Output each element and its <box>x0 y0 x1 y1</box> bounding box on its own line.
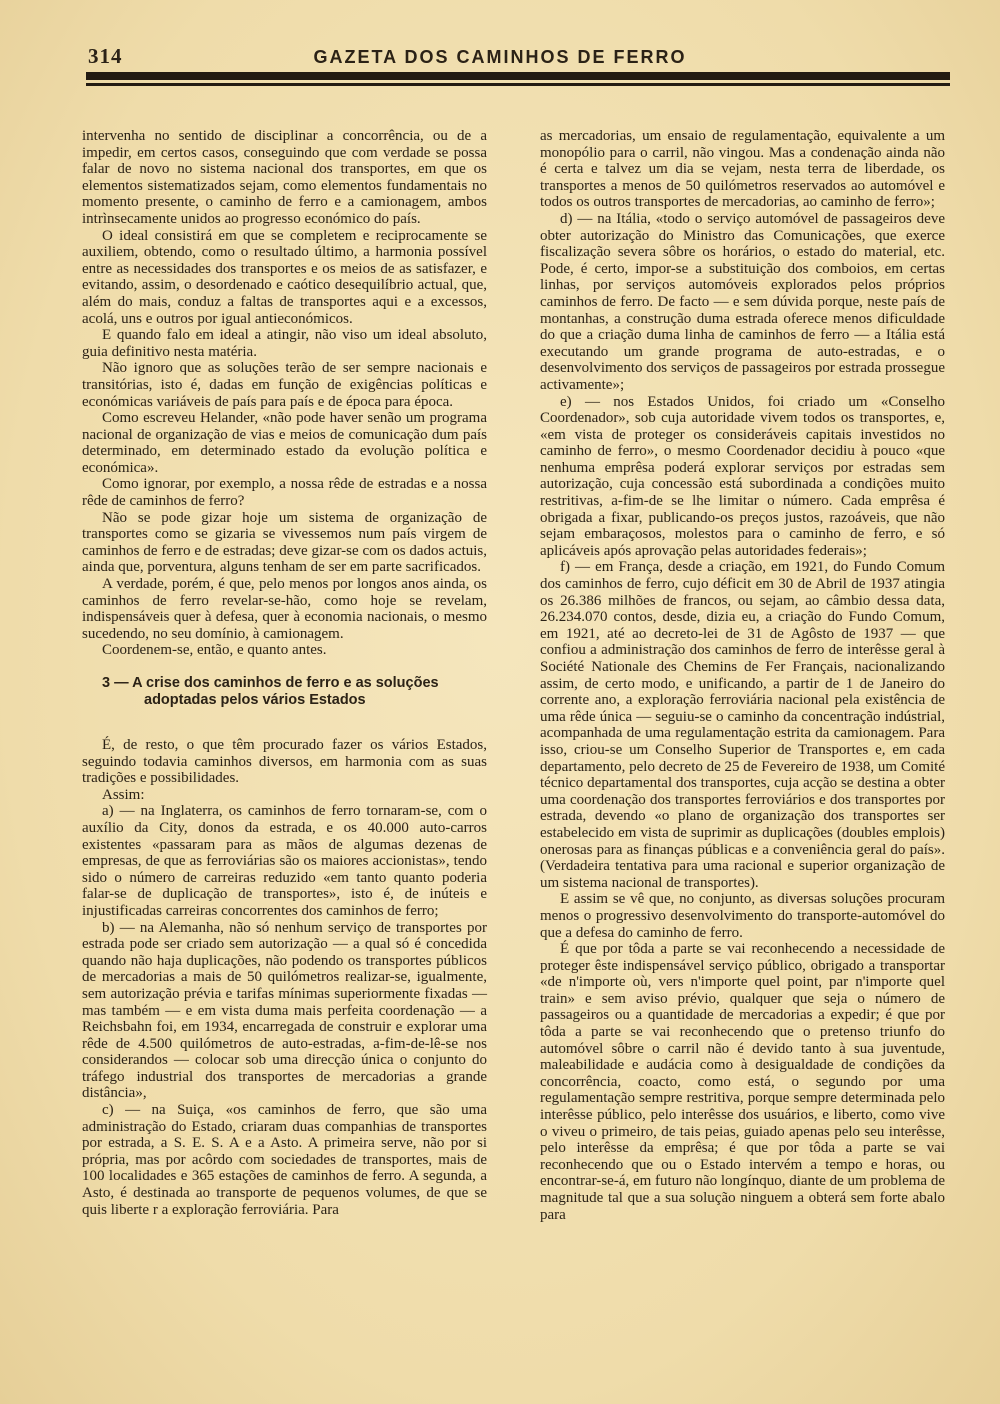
paragraph: O ideal consistirá em que se completem e reciprocamente se auxiliem, obtendo, como o resultado último, a harmonia possível entre as necessidades dos transportes e os meios de as satisfazer, e evitando, assim, o desordenado e caótico desequilíbrio actual, que, além do mais, conduz a faltas de transportes aqui e a excessos, acolá, uns e outros por igual antieconómicos. <box>82 227 487 327</box>
right-column <box>540 128 945 1223</box>
header-rule-thin <box>86 83 950 86</box>
paragraph: Não se pode gizar hoje um sistema de organização de transportes como se gizaria se vivessemos num país virgem de caminhos de ferro e de estradas; deve gizar-se com os dados actuis, ainda que, porventura, alguns tenham de ser em parte sacrificados. <box>82 509 487 576</box>
paragraph: Não ignoro que as soluções terão de ser sempre nacionais e transitórias, isto é, dadas em função de exigências políticas e económicas variáveis de país para país e de época para época. <box>82 360 487 410</box>
paragraph: E assim se vê que, no conjunto, as diversas soluções procuram menos o progressivo desenvolvimento do transporte-automóvel do que a defesa do caminho de ferro. <box>540 891 945 941</box>
paragraph: É que por tôda a parte se vai reconhecendo a necessidade de proteger êste indispensável serviço público, obrigado a transportar «de n'importe où, vers n'importe quel point, par n'importe quel train» e sem aviso prévio, qualquer que seja o número de passageiros ou a quantidade de mercadorias a expedir; é que por tôda a parte se vai reconhecendo que o pretenso triunfo do automóvel sôbre o carril não é devido tanto à sua juventude, maleabilidade e audácia como à desigualdade de condições da concorrência, coacto, como está, o segundo por uma regulamentação sempre restritiva, porque sempre determinada pelo interêsse público, pelo interêsse dos usuários, e liberto, como vive o viveu o primeiro, de tais peias, guiado apenas pelo seu interêsse, pelo interêsse da emprêsa; é que por tôda a parte se vai reconhecendo que ou o Estado intervém a tempo e horas, ou encontrar-se-á, em futuro não longínquo, diante de um problema de magnitude tal que a sua solução ninguem a obterá sem forte abalo para <box>540 941 945 1223</box>
paragraph: b) — na Alemanha, não só nenhum serviço de transportes por estrada pode ser criado sem autorização — a qual só é concedida quando não haja duplicações, não podendo os transportes públicos de mercadorias a mais de 50 quilómetros realizar-se, igualmente, sem autorização prévia e tarifas mínimas superiormente fixadas — mas também — e em vista duma mais perfeita coordenação — a Reichsbahn foi, em 1934, encarregada de construir e explorar uma rêde de 4.500 quilómetros de auto-estradas, a-fim-de-lê-se nos considerandos — colocar sob uma direcção única o conjunto do tráfego industrial dos transportes de mercadorias a grande distância», <box>82 919 487 1102</box>
paragraph: Como escreveu Helander, «não pode haver senão um programa nacional de organização de vias e meios de comunicação dum país determinado, em determinado estado da evolução política e económica». <box>82 410 487 476</box>
paragraph: intervenha no sentido de disciplinar a concorrência, ou de a impedir, em certos casos, conseguindo que com verdade se possa falar de novo no sistema nacional dos transportes, em que os elementos sistematizados sejam, como elementos fundamentais no momento presente, o caminho de ferro e a camionagem, ambos intrìnsecamente unidos ao progresso económico do país. <box>82 128 487 227</box>
paragraph: c) — na Suiça, «os caminhos de ferro, que são uma administração do Estado, criaram duas companhias de transportes por estrada, a S. E. S. A e a Asto. A primeira serve, não por si própria, mas por acôrdo com sociedades de transportes, mais de 100 localidades e 365 estações de caminhos de ferro. A segunda, a Asto, é destinada ao transporte de pequenos volumes, de que se quis liberte r a exploração ferroviária. Para <box>82 1102 487 1218</box>
paragraph: f) — em França, desde a criação, em 1921, do Fundo Comum dos caminhos de ferro, cujo déficit em 30 de Abril de 1937 atingia os 26.386 milhões de francos, ou sejam, ao câmbio dessa data, 26.234.070 contos, desde, dizia eu, a criação do Fundo Comum, em 1921, até ao decreto-lei de 31 de Agôsto de 1937 — que confiou a administração dos caminhos de ferro de interêsse geral à Société Nationale des Chemins de Fer Français, nacionalizando assim, de certo modo, e unificando, a partir de 1 de Janeiro do corrente ano, a exploração ferroviária nacional pela existência de uma rêde única — seguiu-se o caminho da concentração indústrial, acompanhada de uma regulamentação estrita da camionagem. Para isso, criou-se um Conselho Superior de Transportes e, em cada departamento, pelo decreto de 25 de Fevereiro de 1938, um Comité técnico departamental dos transportes, cuja acção se destina a obter uma coordenação dos transportes ferroviários e dos transportes por estrada, devendo «o plano de organização dos transportes ser estabelecido em vista de suprimir as duplicações (doubles emplois) onerosas para as finanças públicas e a conveniência geral do país». (Verdadeira tentativa para uma racional e superior organização de um sistema nacional de transportes). <box>540 559 945 891</box>
section-heading <box>82 675 487 709</box>
journal-title: GAZETA DOS CAMINHOS DE FERRO <box>313 47 687 67</box>
paragraph: A verdade, porém, é que, pelo menos por longos anos ainda, os caminhos de ferro revelar-se-hão, como hoje se revelam, indispensáveis quer à defesa, quer à economia nacionais, o mesmo sucedendo, no seu domínio, à camionagem. <box>82 576 487 642</box>
paragraph: a) — na Inglaterra, os caminhos de ferro tornaram-se, com o auxílio da City, donos da estrada, e os 40.000 auto-carros existentes «passaram para as mãos de algumas dezenas de empresas, de que as ferroviárias são os maiores accionistas», tendo sido o número de carreiras reduzido «em tanto quanto poderia falar-se de duplicação de transportes», isto é, de inúteis e injustificadas carreiras concorrentes dos caminhos de ferro; <box>82 803 487 919</box>
section-heading-line1: 3 — A crise dos caminhos de ferro e as soluções <box>102 675 439 691</box>
paragraph: as mercadorias, um ensaio de regulamentação, equivalente a um monopólio para o carril, não vingou. Mas a condenação ainda não é certa e talvez um dia se vejam, nesta terra de liberdade, os transportes a menos de 50 quilómetros reservados ao automóvel e todos os outros transportes de mercadorias, ao caminho de ferro»; <box>540 128 945 211</box>
left-column <box>82 128 487 1218</box>
section-heading-line2: adoptadas pelos vários Estados <box>144 692 366 708</box>
header-rule-thick <box>86 72 950 80</box>
page-number: 314 <box>88 44 123 68</box>
paragraph: Coordenem-se, então, e quanto antes. <box>102 642 327 659</box>
paragraph: É, de resto, o que têm procurado fazer os vários Estados, seguindo todavia caminhos diversos, em harmonia com as suas tradições e possibilidades. <box>82 737 487 787</box>
paragraph: e) — nos Estados Unidos, foi criado um «Conselho Coordenador», sob cuja autoridade vivem todos os transportes, e, «em vista de proteger os consideráveis capitais investidos no caminho de ferro», o mesmo Coordenador decidiu à pouco «que nenhuma emprêsa poderá explorar serviços por estradas sem autorização, cuja concessão está subordinada a condições muito restritivas, a-fim-de se lhe limitar o número. Cada emprêsa é obrigada a fixar, publicando-os preços justos, razoáveis, que não sejam embaraçosos, molestos para o caminho de ferro, e só aplicáveis após aprovação pelas autoridades federais»; <box>540 393 945 559</box>
paragraph: Assim: <box>102 786 145 803</box>
paragraph: Como ignorar, por exemplo, a nossa rêde de estradas e a nossa rêde de caminhos de ferro? <box>82 476 487 510</box>
paragraph: E quando falo em ideal a atingir, não viso um ideal absoluto, guia definitivo nesta matéria. <box>82 327 487 360</box>
paragraph: d) — na Itália, «todo o serviço automóvel de passageiros deve obter autorização do Ministro das Comunicações, que exerce fiscalização severa sôbre os horários, o estado do material, etc. Pode, é certo, impor-se a substituição dos comboios, em certas linhas, por serviços automóveis explorados pelos próprios caminhos de ferro. De facto — e sem dúvida porque, neste país de montanhas, a construção duma estrada oferece menos dificuldade do que a criação duma linha de caminhos de ferro — a Itália está executando um grande programa de auto-estradas, e o desenvolvimento dos serviços de passageiros por estrada prossegue activamente»; <box>540 210 945 393</box>
